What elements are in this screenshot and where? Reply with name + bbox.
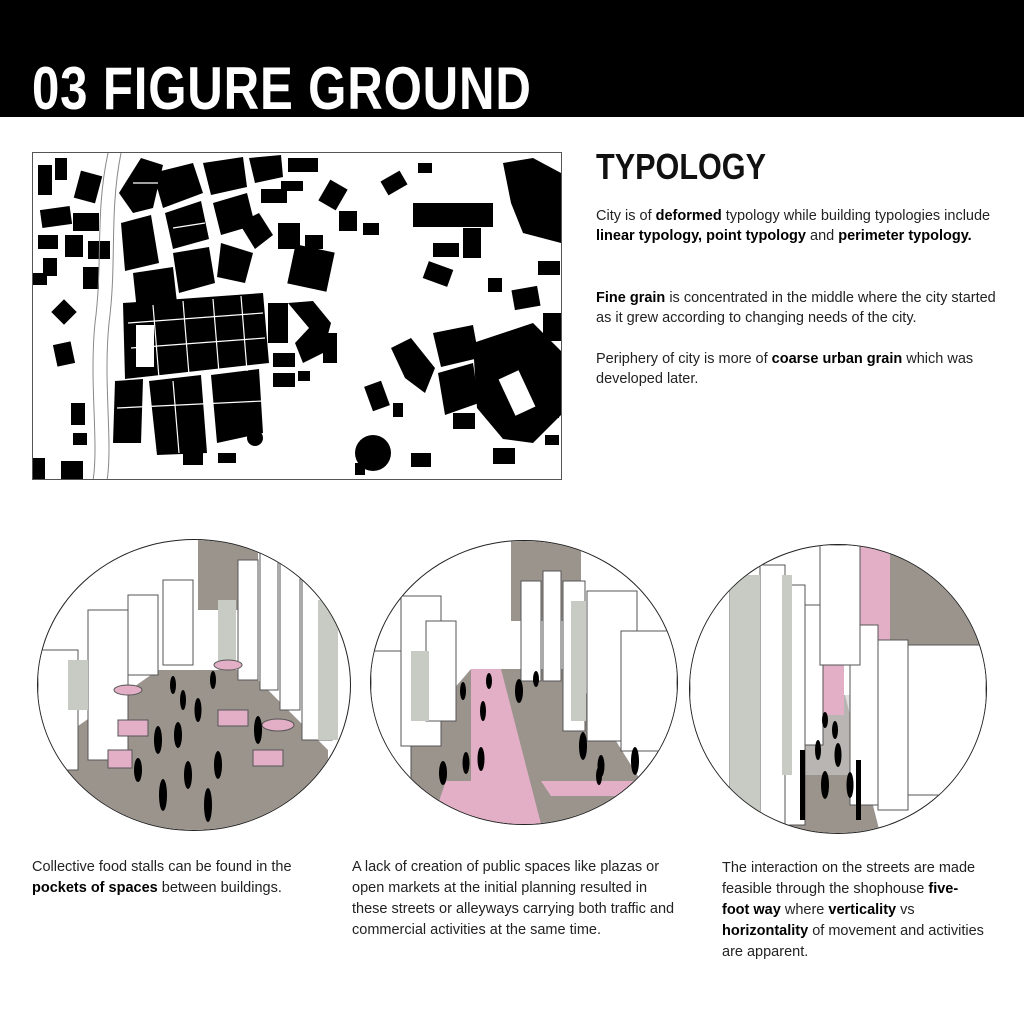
street-view-food-stalls	[37, 539, 351, 831]
figure-ground-map-graphic	[33, 153, 562, 480]
typology-paragraph-1: City is of deformed typology while building typologies include linear typology, point typology and perimeter typology.	[596, 208, 991, 244]
street-view-five-foot-way	[689, 544, 987, 834]
caption-food-stalls: Collective food stalls can be found in the pockets of spaces between buildings.	[32, 859, 292, 896]
typology-paragraph-2: Fine grain is concentrated in the middle where the city started as it grew according to changing needs of the city.	[596, 290, 996, 326]
mixed-traffic-illustration	[371, 541, 677, 824]
caption-mixed-traffic: A lack of creation of public spaces like plazas or open markets at the initial planning resulted in these streets or alleyways carrying both traffic and commercial activities at the same time.	[352, 859, 675, 938]
page-title: 03 FIGURE GROUND	[32, 55, 532, 122]
food-stalls-illustration	[38, 540, 350, 830]
typology-heading: TYPOLOGY	[596, 146, 767, 187]
five-foot-way-illustration	[690, 545, 986, 833]
header-bar	[0, 0, 1024, 122]
figure-ground-map	[32, 152, 562, 480]
typology-paragraph-3: Periphery of city is more of coarse urban grain which was developed later.	[596, 351, 974, 387]
caption-five-foot-way: The interaction on the streets are made feasible through the shophouse five-foot way where verticality vs horizontality of movement and activities are apparent.	[722, 860, 984, 960]
street-view-mixed-traffic	[370, 540, 678, 825]
